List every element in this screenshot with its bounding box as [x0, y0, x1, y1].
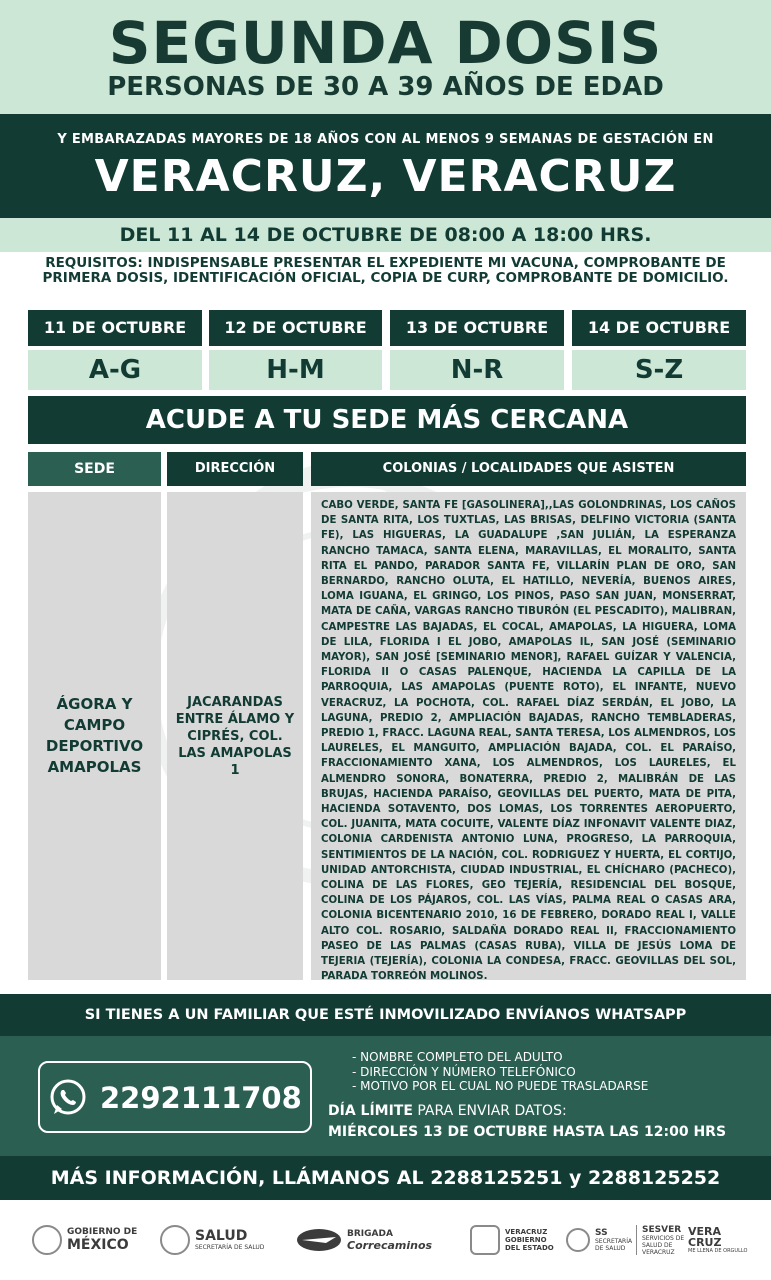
day-header-11: 11 DE OCTUBRE	[28, 310, 202, 346]
state-shield-icon	[470, 1225, 500, 1255]
eagle-seal-icon	[160, 1225, 190, 1255]
logo-vera-subtitle: ME LLENA DE ORGULLO	[688, 1247, 748, 1254]
logo-gobierno-mexico	[32, 1220, 137, 1260]
page-subtitle: PERSONAS DE 30 A 39 AÑOS DE EDAD	[107, 72, 664, 102]
whatsapp-icon	[48, 1078, 88, 1118]
requirements-text: REQUISITOS: INDISPENSABLE PRESENTAR EL EXPEDIENTE MI VACUNA, COMPROBANTE DE PRIMERA DOSIS, IDENTIFICACIÓN OFICIAL, COPIA DE CURP, COMPROBANTE DE DOMICILIO.	[42, 255, 729, 286]
logo-veracruz-line3: DEL ESTADO	[505, 1244, 554, 1252]
logo-ss-title: SS	[595, 1228, 608, 1238]
roadrunner-icon	[296, 1225, 342, 1255]
whatsapp-phone-box[interactable]	[38, 1061, 312, 1133]
table-cell-sede	[28, 492, 161, 980]
logo-gobierno-line1: GOBIERNO DE	[67, 1227, 138, 1237]
logo-brigada	[296, 1220, 432, 1260]
eagle-seal-icon	[32, 1225, 62, 1255]
deadline-label: DÍA LÍMITE	[328, 1103, 413, 1119]
logo-veracruz-gobierno	[470, 1220, 554, 1260]
logo-salud-subtitle: SECRETARÍA DE SALUD	[195, 1244, 265, 1251]
logo-gobierno-line2: MÉXICO	[67, 1237, 129, 1253]
logo-brigada-line1: BRIGADA	[347, 1228, 393, 1239]
letter-range-12: H-M	[209, 350, 382, 390]
list-item: - MOTIVO POR EL CUAL NO PUEDE TRASLADARSE	[352, 1079, 649, 1093]
letter-range-14: S-Z	[572, 350, 746, 390]
deadline-date: MIÉRCOLES 13 DE OCTUBRE HASTA LAS 12:00 HRS	[328, 1124, 727, 1140]
direccion-text: JACARANDAS ENTRE ÁLAMO Y CIPRÉS, COL. LAS AMAPOLAS 1	[175, 694, 295, 778]
logo-sesver-subtitle: SERVICIOS DE SALUD DE VERACRUZ	[642, 1234, 685, 1256]
table-cell-colonias: CABO VERDE, SANTA FE [GASOLINERA],,LAS GOLONDRINAS, LOS CAÑOS DE SANTA RITA, LOS TUXTLAS, LAS BRISAS, DELFINO VICTORIA (SANTA FE), LAS HIGUERAS, LA GUADALUPE ,SAN JULIÁN, LA ESPERANZA RANCHO TAMACA, SANTA ELENA, MARAVILLAS, EL MORALITO, SANTA RITA EL PANDO, PARADOR SANTA FE, VILLARÍN PLAN DE ORO, SAN BERNARDO, RANCHO OLUTA, EL HATILLO, NEVERÍA, BUENOS AIRES, LOMA IGUANA, EL GRINGO, LOS PINOS, PASO SAN JUAN, MONSERRAT, MATA DE CAÑA, VARGAS RANCHO TIBURÓN (EL PESCADITO), MALIBRAN, CAMPESTRE LAS BAJADAS, EL COCAL, AMAPOLAS, LA HIGUERA, LOMA DE LILA, FLORIDA I EL JOBO, AMAPOLAS IL, SAN JOSÉ (SEMINARIO MAYOR), SAN JOSÉ [SEMINARIO MENOR], RAFAEL GUÍZAR Y VALENCIA, FLORIDA II O CASAS PALENQUE, HACIENDA LA CAPILLA DE LA PARROQUIA, LAS AMAPOLAS (PUENTE ROTO), EL INFANTE, NUEVO VERACRUZ, LA POCHOTA, COL. RAFAEL DÍAZ SERDÁN, EL JOBO, LA LAGUNA, PREDIO 2, AMPLIACIÓN BAJADAS, RANCHO TEMBLADERAS, PREDIO 1, FRACC. LAGUNA REAL, SANTA TERESA, LOS ALMENDROS, LOS LAURELES, EL MANGUITO, AMPLIACIÓN BAJADA, COL. EL PARAÍSO, FRACCIONAMIENTO XANA, LOS ALMENDROS, LOS LAURELES, EL ALMENDRO SONORA, BONATERRA, PREDIO 2, MALIBRÁN DE LAS BRUJAS, HACIENDA PARAÍSO, GEOVILLAS DEL PUERTO, MATA DE PITA, HACIENDA SOTAVENTO, DOS LOMAS, LOS TORRENTES AEROPUERTO, COL. JUANITA, MATA COCUITE, VALENTE DÍAZ INFONAVIT VALENTE DIAZ, COLONIA CARDENISTA ANTONIO LUNA, PROGRESO, LA PARROQUIA, SENTIMIENTOS DE LA NACIÓN, COL. RODRIGUEZ Y HUERTA, EL CORTIJO, UNIDAD ANTORCHISTA, CIUDAD INDUSTRIAL, EL CHÍCHARO (PACHECO), COLINA DE LAS FLORES, GEO TEJERÍA, RESIDENCIAL DEL BOSQUE, COLINA DE LOS PÁJAROS, COL. LAS VÍAS, PALMA REAL O CASAS ARA, COLONIA BICENTENARIO 2010, 16 DE FEBRERO, DORADO REAL I, VALLE ALTO COL. ROSARIO, SALDAÑA DORADO REAL II, FRACCIONAMIENTO PASEO DE LAS PALMAS (CASAS RUBA), VILLA DE JESÚS LOMA DE TEJERIA (TEJERÍA), COLONIA LA CONDESA, FRACC. GEOVILLAS DEL SOL, PARADA TORREÓN MOLINOS.	[311, 492, 746, 980]
footer-logos	[0, 1200, 771, 1280]
logo-sesver-title: SESVER	[642, 1224, 682, 1235]
eligibility-text: Y EMBARAZADAS MAYORES DE 18 AÑOS CON AL MENOS 9 SEMANAS DE GESTACIÓN EN	[57, 132, 714, 147]
whatsapp-phone-number: 2292111708	[100, 1081, 302, 1115]
logo-vera-line2: CRUZ	[688, 1235, 722, 1249]
list-item: - DIRECCIÓN Y NÚMERO TELEFÓNICO	[352, 1064, 576, 1079]
logo-ss-subtitle: SECRETARÍA DE SALUD	[595, 1238, 633, 1252]
letter-range-13: N-R	[390, 350, 564, 390]
whatsapp-banner: SI TIENES A UN FAMILIAR QUE ESTÉ INMOVILIZADO ENVÍANOS WHATSAPP	[0, 994, 771, 1036]
logo-veracruz-line1: VERACRUZ	[505, 1228, 548, 1236]
required-data-list	[352, 1050, 648, 1094]
contact-band	[0, 1036, 771, 1156]
state-shield-icon	[566, 1228, 590, 1252]
logo-vera-line1: VERA	[688, 1224, 722, 1238]
day-header-14: 14 DE OCTUBRE	[572, 310, 746, 346]
logo-veracruz-line2: GOBIERNO	[505, 1236, 547, 1244]
logo-divider	[636, 1225, 637, 1255]
day-header-13: 13 DE OCTUBRE	[390, 310, 564, 346]
deadline-block	[328, 1101, 726, 1143]
logo-veracruz-orgullo	[688, 1220, 747, 1260]
deadline-label-rest: PARA ENVIAR DATOS:	[412, 1103, 567, 1119]
city-title: VERACRUZ, VERACRUZ	[94, 151, 677, 202]
date-range: DEL 11 AL 14 DE OCTUBRE DE 08:00 A 18:00 HRS.	[0, 218, 771, 252]
list-item: - NOMBRE COMPLETO DEL ADULTO	[352, 1050, 563, 1064]
table-cell-direccion	[167, 492, 303, 980]
more-info-banner: MÁS INFORMACIÓN, LLÁMANOS AL 2288125251 y 2288125252	[0, 1156, 771, 1200]
table-header-direccion: DIRECCIÓN	[167, 452, 303, 486]
sede-text: ÁGORA Y CAMPO DEPORTIVO AMAPOLAS	[45, 695, 144, 776]
table-header-colonias: COLONIAS / LOCALIDADES QUE ASISTEN	[311, 452, 746, 486]
acude-banner: ACUDE A TU SEDE MÁS CERCANA	[28, 396, 746, 444]
logo-salud	[160, 1220, 264, 1260]
page-title: SEGUNDA DOSIS	[108, 9, 663, 77]
logo-brigada-line2: Correcaminos	[347, 1238, 433, 1252]
day-header-12: 12 DE OCTUBRE	[209, 310, 382, 346]
logo-ss-sesver	[566, 1220, 686, 1260]
location-band	[0, 114, 771, 218]
letter-range-11: A-G	[28, 350, 202, 390]
header-band	[0, 0, 771, 114]
logo-salud-title: SALUD	[195, 1228, 248, 1244]
table-header-sede: SEDE	[28, 452, 161, 486]
